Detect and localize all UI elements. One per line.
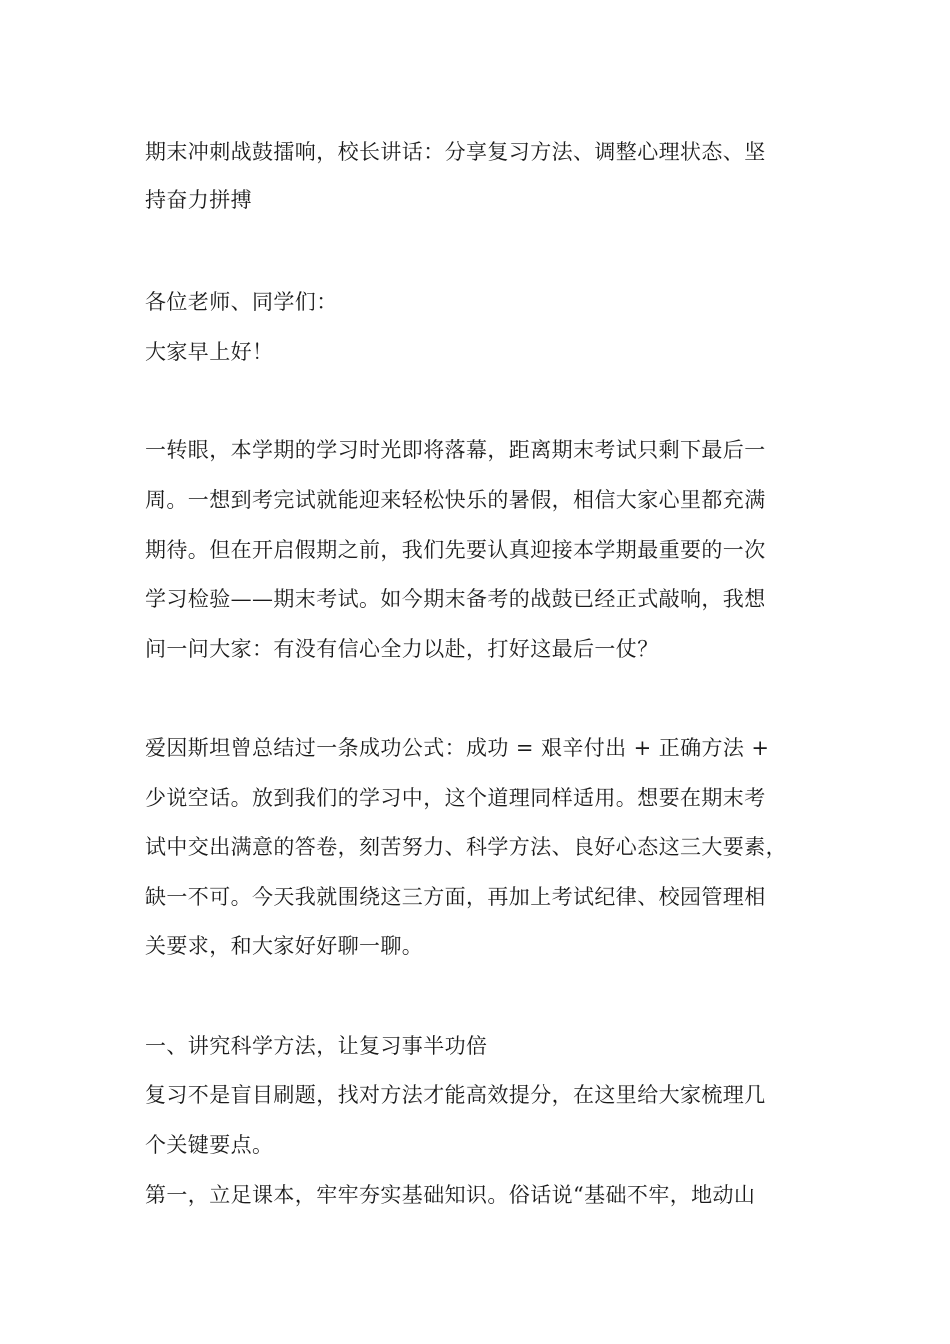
section1-heading: 一、讲究科学方法，让复习事半功倍 xyxy=(145,1034,488,1058)
paragraph2-line-5: 关要求，和大家好好聊一聊。 xyxy=(145,934,424,958)
paragraph1-line-2: 周。一想到考完试就能迎来轻松快乐的暑假，相信大家心里都充满 xyxy=(145,488,766,512)
paragraph2-line-4: 缺一不可。今天我就围绕这三方面，再加上考试纪律、校园管理相 xyxy=(145,885,766,909)
salutation: 大家早上好！ xyxy=(145,340,274,364)
section1-intro-line-2: 个关键要点。 xyxy=(145,1133,274,1157)
section1-intro-line-1: 复习不是盲目刷题，找对方法才能高效提分，在这里给大家梳理几 xyxy=(145,1083,766,1107)
paragraph1-line-5: 问一问大家：有没有信心全力以赴，打好这最后一仗？ xyxy=(145,637,659,661)
title-line-2: 持奋力拼搏 xyxy=(145,188,252,212)
paragraph1-line-1: 一转眼，本学期的学习时光即将落幕，距离期末考试只剩下最后一 xyxy=(145,438,766,462)
paragraph2-line-3: 试中交出满意的答卷，刻苦努力、科学方法、良好心态这三大要素， xyxy=(145,835,787,859)
paragraph1-line-4: 学习检验——期末考试。如今期末备考的战鼓已经正式敲响，我想 xyxy=(145,587,766,611)
paragraph2-line-2: 少说空话。放到我们的学习中，这个道理同样适用。想要在期末考 xyxy=(145,786,766,810)
title-line-1: 期末冲刺战鼓擂响，校长讲话：分享复习方法、调整心理状态、坚 xyxy=(145,140,766,164)
greeting: 各位老师、同学们： xyxy=(145,290,338,314)
point1-line-1: 第一，立足课本，牢牢夯实基础知识。俗话说“基础不牢，地动山 xyxy=(145,1183,756,1207)
paragraph2-line-1: 爱因斯坦曾总结过一条成功公式：成功 = 艰辛付出 + 正确方法 + xyxy=(145,736,770,760)
paragraph1-line-3: 期待。但在开启假期之前，我们先要认真迎接本学期最重要的一次 xyxy=(145,538,766,562)
